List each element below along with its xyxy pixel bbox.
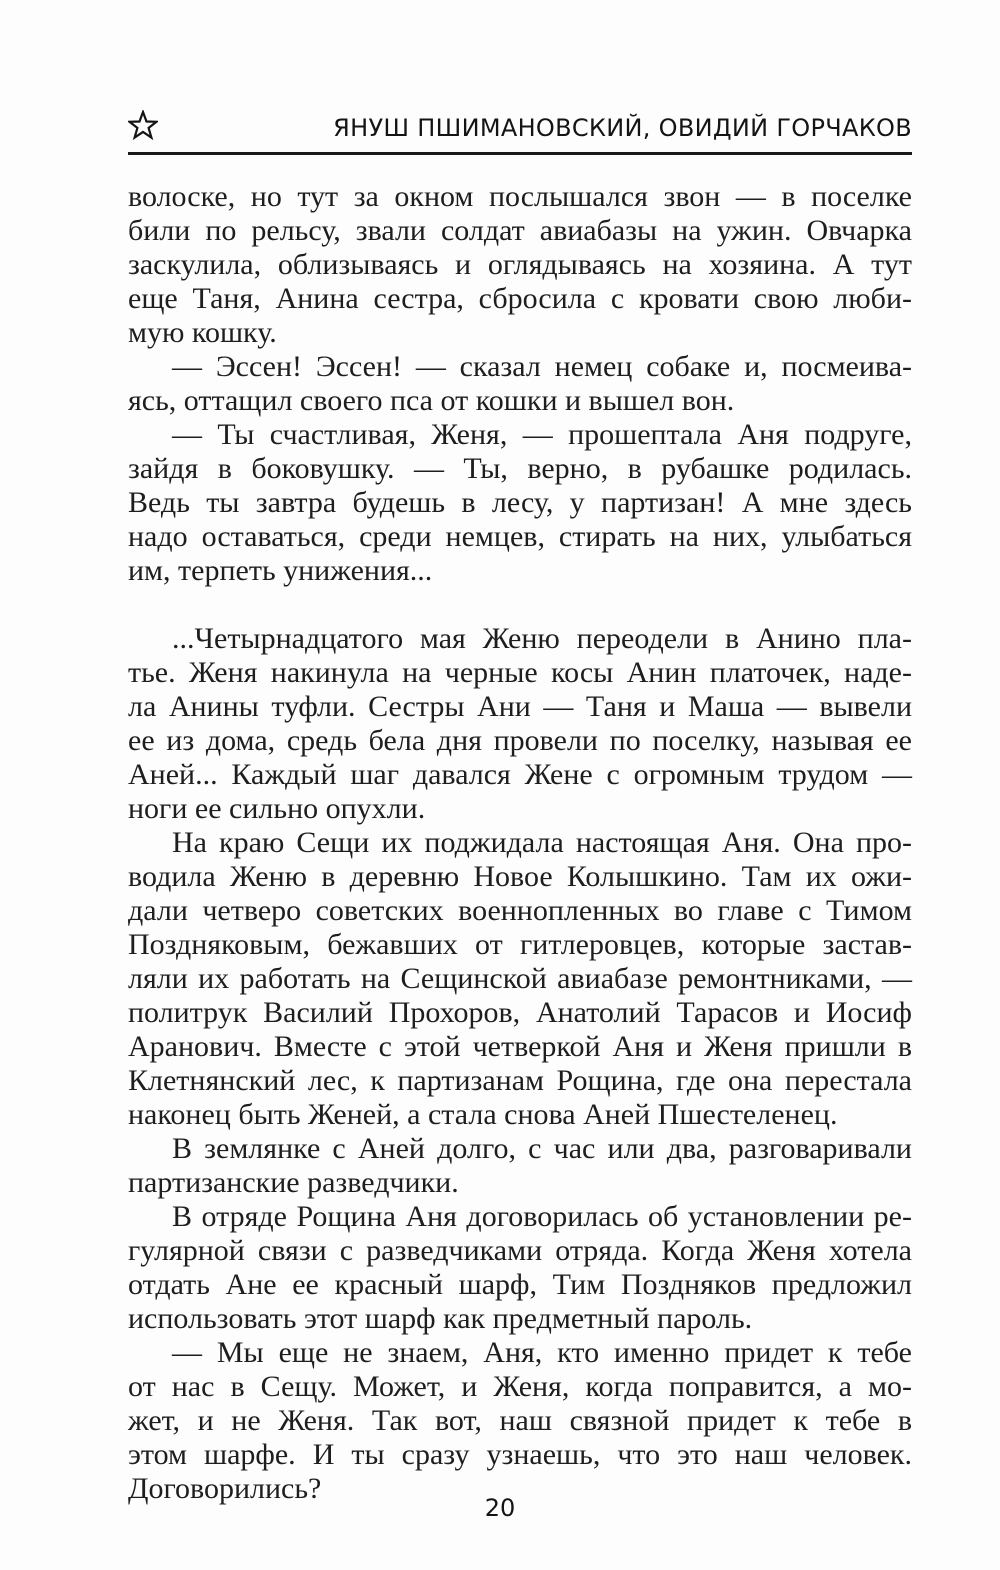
text-line: еще Таня, Анина сестра, сбросила с кровати свою люби- — [128, 282, 912, 315]
text-line: Ведь ты завтра будешь в лесу, у партизан! А мне здесь — [128, 486, 912, 519]
text-line: ...Четырнадцатого мая Женю переодели в Анино пла- — [172, 622, 912, 655]
text-line: На краю Сещи их поджидала настоящая Аня. Она про- — [172, 826, 912, 859]
text-line: мую кошку. — [128, 316, 277, 349]
text-line: политрук Василий Прохоров, Анатолий Тарасов и Иосиф — [128, 996, 912, 1029]
text-line: дали четверо советских военнопленных во главе с Тимом — [128, 894, 912, 927]
text-line: наконец быть Женей, а стала снова Аней Пшестеленец. — [128, 1098, 838, 1131]
text-line: отдать Ане ее красный шарф, Тим Поздняков предложил — [128, 1268, 912, 1301]
text-line: били по рельсу, звали солдат авиабазы на ужин. Овчарка — [128, 214, 912, 247]
text-line: зайдя в боковушку. — Ты, верно, в рубашке родилась. — [128, 452, 912, 485]
text-line: волоске, но тут за окном послышался звон — в поселке — [128, 180, 912, 213]
header-title: ЯНУШ ПШИМАНОВСКИЙ, ОВИДИЙ ГОРЧАКОВ — [333, 114, 912, 142]
text-line: тье. Женя накинула на черные косы Анин платочек, наде- — [128, 656, 912, 689]
text-line: В отряде Рощина Аня договорилась об установлении ре- — [172, 1200, 912, 1233]
text-line: Договорились? — [128, 1472, 322, 1505]
text-line: Поздняковым, бежавших от гитлеровцев, которые застав- — [128, 928, 912, 961]
text-line: гулярной связи с разведчиками отряда. Когда Женя хотела — [128, 1234, 912, 1267]
text-line: жет, и не Женя. Так вот, наш связной придет к тебе в — [128, 1404, 912, 1437]
section-gap — [128, 588, 912, 622]
text-line: надо оставаться, среди немцев, стирать на них, улыбаться — [128, 520, 912, 553]
page-number: 20 — [484, 1494, 516, 1522]
text-line: им, терпеть унижения... — [128, 554, 433, 587]
text-line: Аранович. Вместе с этой четверкой Аня и Женя пришли в — [128, 1030, 912, 1063]
text-line: партизанские разведчики. — [128, 1166, 459, 1199]
text-line: этом шарфе. И ты сразу узнаешь, что это наш человек. — [128, 1438, 912, 1471]
text-line: от нас в Сещу. Может, и Женя, когда поправится, а мо- — [128, 1370, 912, 1403]
text-line: Клетнянский лес, к партизанам Рощина, где она перестала — [128, 1064, 912, 1097]
text-line: ясь, оттащил своего пса от кошки и вышел вон. — [128, 384, 735, 417]
text-line: водила Женю в деревню Новое Колышкино. Там их ожи- — [128, 860, 912, 893]
star-outline-icon — [128, 110, 158, 140]
text-line: — Мы еще не знаем, Аня, кто именно придет к тебе — [172, 1336, 912, 1369]
text-line: Аней... Каждый шаг давался Жене с огромным трудом — — [128, 758, 912, 791]
body-text — [128, 180, 912, 1506]
text-line: ее из дома, средь бела дня провели по поселку, называя ее — [128, 724, 912, 757]
text-line: заскулила, облизываясь и оглядываясь на хозяина. А тут — [128, 248, 912, 281]
text-line: — Ты счастливая, Женя, — прошептала Аня подруге, — [172, 418, 912, 451]
text-line: ляли их работать на Сещинской авиабазе ремонтниками, — — [128, 962, 912, 995]
text-line: В землянке с Аней долго, с час или два, разговаривали — [172, 1132, 912, 1165]
running-header — [128, 104, 912, 155]
text-line: использовать этот шарф как предметный пароль. — [128, 1302, 753, 1335]
text-line: — Эссен! Эссен! — сказал немец собаке и, посмеива- — [172, 350, 912, 383]
text-line: ноги ее сильно опухли. — [128, 792, 426, 825]
text-line: ла Анины туфли. Сестры Ани — Таня и Маша — вывели — [128, 690, 912, 723]
